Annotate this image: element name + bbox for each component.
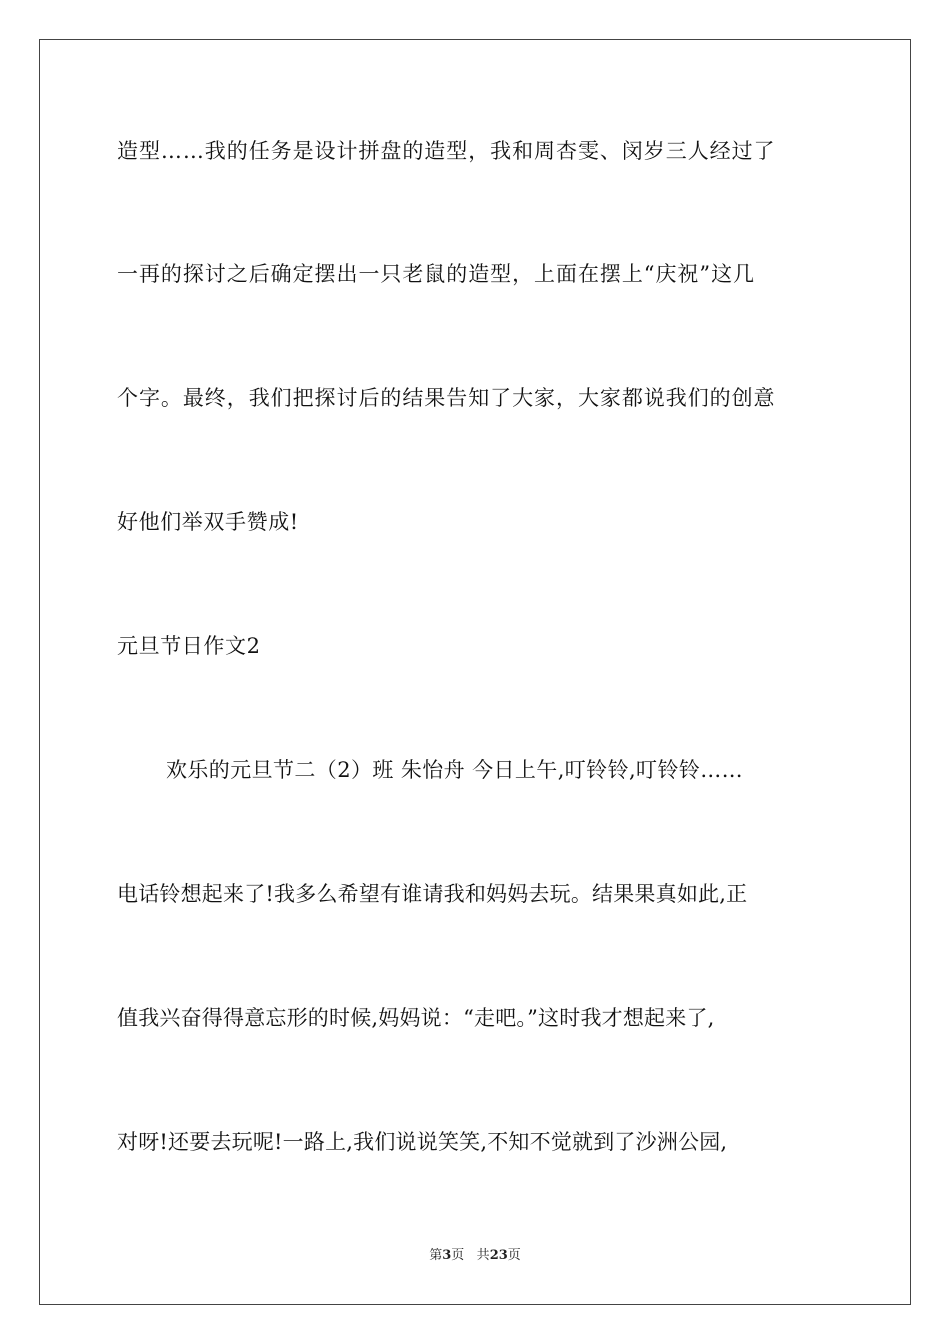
paragraph-first-line: 欢乐的元旦节二（2）班 朱怡舟 今日上午,叮铃铃,叮铃铃…… bbox=[166, 758, 744, 782]
body-line-4: 好他们举双手赞成! bbox=[117, 510, 299, 534]
total-prefix: 共 bbox=[476, 1248, 490, 1263]
section-heading: 元旦节日作文2 bbox=[117, 634, 261, 658]
body-line-2: 一再的探讨之后确定摆出一只老鼠的造型，上面在摆上“庆祝”这几 bbox=[117, 262, 755, 286]
total-pages: 23 bbox=[489, 1248, 508, 1263]
body-line-8: 值我兴奋得得意忘形的时候,妈妈说：“走吧。”这时我才想起来了, bbox=[117, 1006, 715, 1030]
body-line-7: 电话铃想起来了!我多么希望有谁请我和妈妈去玩。结果果真如此,正 bbox=[117, 882, 748, 906]
page-suffix: 页 bbox=[451, 1248, 465, 1263]
body-line-9: 对呀!还要去玩呢!一路上,我们说说笑笑,不知不觉就到了沙洲公园, bbox=[117, 1130, 728, 1154]
body-line-1: 造型……我的任务是设计拼盘的造型，我和周杏雯、闵岁三人经过了 bbox=[117, 139, 776, 163]
total-suffix: 页 bbox=[507, 1248, 521, 1263]
body-line-3: 个字。最终，我们把探讨后的结果告知了大家，大家都说我们的创意 bbox=[117, 386, 776, 410]
page-footer bbox=[0, 1247, 950, 1265]
page-number: 3 bbox=[442, 1248, 452, 1263]
page-prefix: 第 bbox=[429, 1248, 443, 1263]
page-border bbox=[39, 39, 911, 1305]
